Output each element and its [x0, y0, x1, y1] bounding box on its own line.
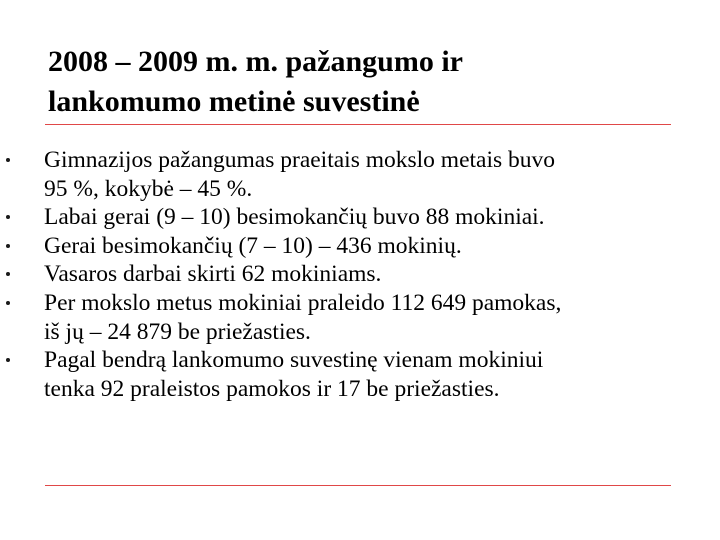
slide-title-line: lankomumo metinė suvestinė — [48, 85, 420, 118]
bullet-item — [0, 346, 720, 403]
bullet-icon — [6, 301, 10, 305]
title-divider — [45, 124, 671, 125]
bullet-text-line: Labai gerai (9 – 10) besimokančių buvo 88 mokiniai. — [44, 204, 545, 231]
bullet-text-line: Gimnazijos pažangumas praeitais mokslo metais buvo — [44, 147, 556, 173]
slide-title — [48, 42, 688, 122]
bullet-text-line: Per mokslo metus mokiniai praleido 112 649 pamokas, — [44, 289, 562, 316]
footer-divider — [45, 485, 671, 486]
bullet-text-line: iš jų – 24 879 be priežasties. — [44, 318, 311, 345]
bullet-text-line: tenka 92 praleistos pamokos ir 17 be priežasties. — [44, 375, 500, 402]
bullet-text-line: Pagal bendrą lankomumo suvestinę vienam mokiniui — [44, 347, 544, 374]
bullet-icon — [6, 158, 10, 162]
bullet-item — [0, 146, 720, 203]
bullet-item — [0, 289, 720, 346]
bullet-text-line: Gerai besimokančių (7 – 10) – 436 mokinių. — [44, 232, 462, 259]
bullet-text-line: 95 %, kokybė – 45 %. — [44, 175, 253, 202]
bullet-item — [0, 260, 720, 289]
bullet-text-line: Vasaros darbai skirti 62 mokiniams. — [44, 261, 382, 288]
bullet-icon — [6, 358, 10, 362]
bullet-item — [0, 232, 720, 261]
bullet-list — [0, 146, 720, 403]
bullet-item — [0, 203, 720, 232]
slide-title-line: 2008 – 2009 m. m. pažangumo ir — [48, 45, 463, 78]
bullet-icon — [6, 272, 10, 276]
bullet-icon — [6, 244, 10, 248]
bullet-icon — [6, 215, 10, 219]
